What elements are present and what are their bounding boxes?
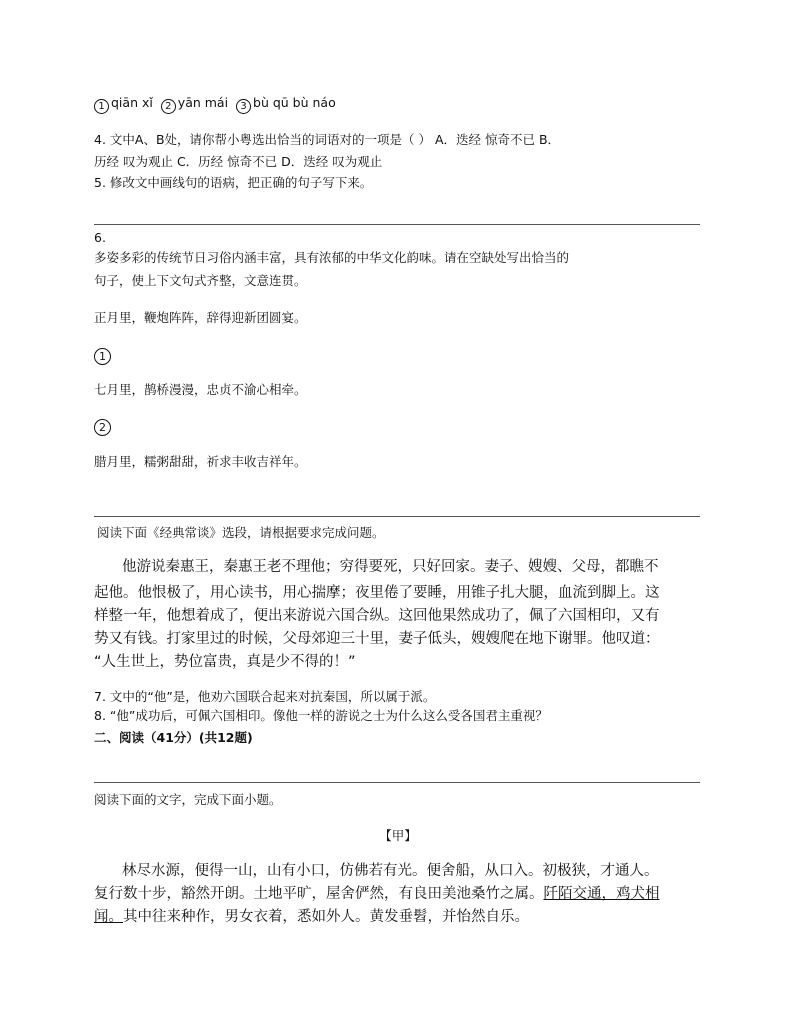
question-6-number: 6. xyxy=(94,230,106,245)
circled-number-1: 1 xyxy=(94,99,109,114)
circled-number-blank-2: 2 xyxy=(94,419,111,436)
festival-line-3: 腊月里，糯粥甜甜，祈求丰收吉祥年。 xyxy=(94,454,307,469)
passage-2-line-1: 林尽水源，便得一山，山有小口，仿佛若有光。便舍船，从口入。初极狭，才通人。 xyxy=(122,863,659,879)
passage-1-line-1: 他游说秦惠王，秦惠王老不理他；穷得要死，只好回家。妻子、嫂嫂、父母，都瞧不 xyxy=(122,559,659,575)
question-4-line-1: 4. 文中A、B处，请你帮小粤选出恰当的词语对的一项是（ ） A．迭经 惊奇不已 B． xyxy=(94,132,561,147)
question-4-line-2: 历经 叹为观止 C．历经 惊奇不已 D．迭经 叹为观止 xyxy=(94,154,383,169)
passage-2-line-2 xyxy=(94,882,660,903)
circled-number-2: 2 xyxy=(161,99,176,114)
passage-label-jia: 【甲】 xyxy=(379,828,417,843)
circled-number-3: 3 xyxy=(236,99,251,114)
blank-2 xyxy=(94,417,113,436)
passage-1-line-5: “人生世上，势位富贵，真是少不得的！” xyxy=(94,654,356,670)
passage-1-line-4: 势又有钱。打家里过的时候，父母郊迎三十里，妻子低头，嫂嫂爬在地下谢罪。他叹道： xyxy=(94,631,660,647)
festival-line-1: 正月里，鞭炮阵阵，辞得迎新团圆宴。 xyxy=(94,310,307,325)
question-6-intro-1: 多姿多彩的传统节日习俗内涵丰富，具有浓郁的中华文化韵味。请在空缺处写出恰当的 xyxy=(94,250,570,265)
question-8: 8. “他”成功后，可佩六国相印。像他一样的游说之士为什么这么受各国君主重视？ xyxy=(94,708,548,723)
pinyin-answers xyxy=(94,95,336,114)
question-6-intro-2: 句子，使上下文句式齐整，文意连贯。 xyxy=(94,273,307,288)
reading-1-intro: 阅读下面《经典常谈》选段，请根据要求完成问题。 xyxy=(97,525,385,540)
underlined-sentence-part-2: 闻。 xyxy=(94,909,123,925)
passage-2-line-3 xyxy=(94,905,529,926)
passage-1-line-3: 样整一年，他想着成了，便出来游说六国合纵。这回他果然成功了，佩了六国相印，又有 xyxy=(94,608,660,624)
pinyin-2: yān mái xyxy=(177,95,229,110)
circled-number-blank-1: 1 xyxy=(94,348,111,365)
question-7: 7. 文中的“他”是，他劝六国联合起来对抗秦国，所以属于派。 xyxy=(94,689,436,704)
festival-line-2: 七月里，鹊桥漫漫，忠贞不渝心相牵。 xyxy=(94,382,307,397)
reading-2-intro: 阅读下面的文字，完成下面小题。 xyxy=(94,792,282,807)
passage-2-line-3-text: 其中往来种作，男女衣着，悉如外人。黄发垂髫，并怡然自乐。 xyxy=(123,909,529,925)
answer-line-3 xyxy=(94,782,700,783)
underlined-sentence-part-1: 阡陌交通，鸡犬相 xyxy=(543,886,660,902)
passage-2-line-2-text: 复行数十步，豁然开朗。土地平旷，屋舍俨然，有良田美池桑竹之属。 xyxy=(94,886,544,902)
question-5: 5. 修改文中画线句的语病，把正确的句子写下来。 xyxy=(94,175,373,190)
blank-1 xyxy=(94,346,113,365)
passage-1-line-2: 起他。他恨极了，用心读书，用心揣摩；夜里倦了要睡，用锥子扎大腿，血流到脚上。这 xyxy=(94,585,660,601)
answer-line-2 xyxy=(94,516,700,517)
pinyin-1: qiān xǐ xyxy=(111,95,153,110)
answer-line-1 xyxy=(94,224,700,225)
pinyin-3: bù qū bù náo xyxy=(253,95,336,110)
section-2-heading: 二、阅读（41分）(共12题) xyxy=(94,730,253,745)
